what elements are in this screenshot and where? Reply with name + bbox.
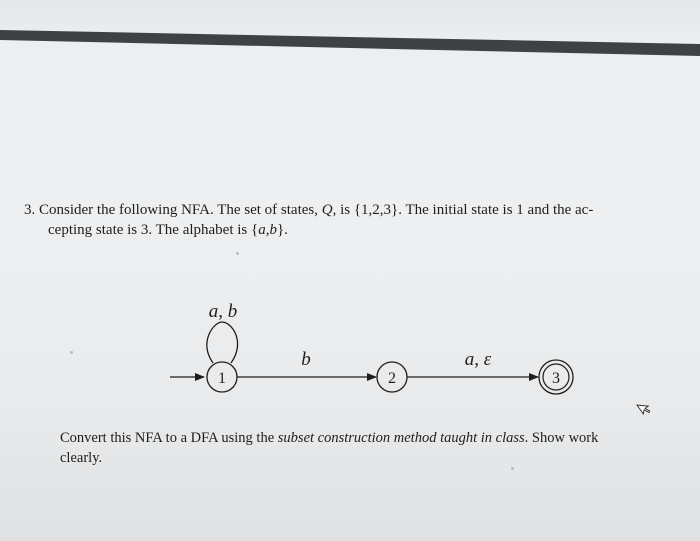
instruction-text-part: Convert this NFA to a DFA using the: [60, 430, 278, 446]
alphabet-symbols: a,b: [258, 222, 277, 238]
paper-speck: [236, 252, 239, 255]
paper-speck: [70, 351, 73, 354]
problem-text-part: cepting state is 3. The alphabet is {: [48, 222, 259, 238]
problem-number: 3.: [24, 202, 36, 218]
state-2-label: 2: [388, 370, 396, 387]
transition-label-1-2: b: [301, 349, 311, 370]
self-loop-1: [207, 322, 238, 363]
instruction-emphasis: subset construction method taught in class: [277, 430, 525, 446]
state-3-accepting: [539, 360, 573, 394]
cursor-icon: [637, 400, 652, 416]
state-3-label: 3: [552, 370, 560, 387]
problem-text-part: }.: [276, 222, 288, 238]
transition-label-1-1: a, b: [208, 301, 238, 322]
instruction-line-1: [60, 428, 690, 448]
state-1: [207, 362, 237, 392]
paper-speck: [511, 467, 514, 470]
instruction-text-part: . Show work: [524, 430, 599, 446]
state-set-variable: Q: [321, 202, 333, 218]
problem-text-part: , is {1,2,3}. The initial state is 1 and the ac-: [332, 202, 594, 218]
instruction-line-2: clearly.: [60, 450, 103, 466]
problem-text-part: Consider the following NFA. The set of states,: [39, 202, 322, 218]
instruction-text: [60, 428, 690, 468]
state-2: [377, 362, 407, 392]
transition-label-2-3: a, ε: [464, 349, 492, 370]
state-1-label: 1: [218, 370, 226, 387]
